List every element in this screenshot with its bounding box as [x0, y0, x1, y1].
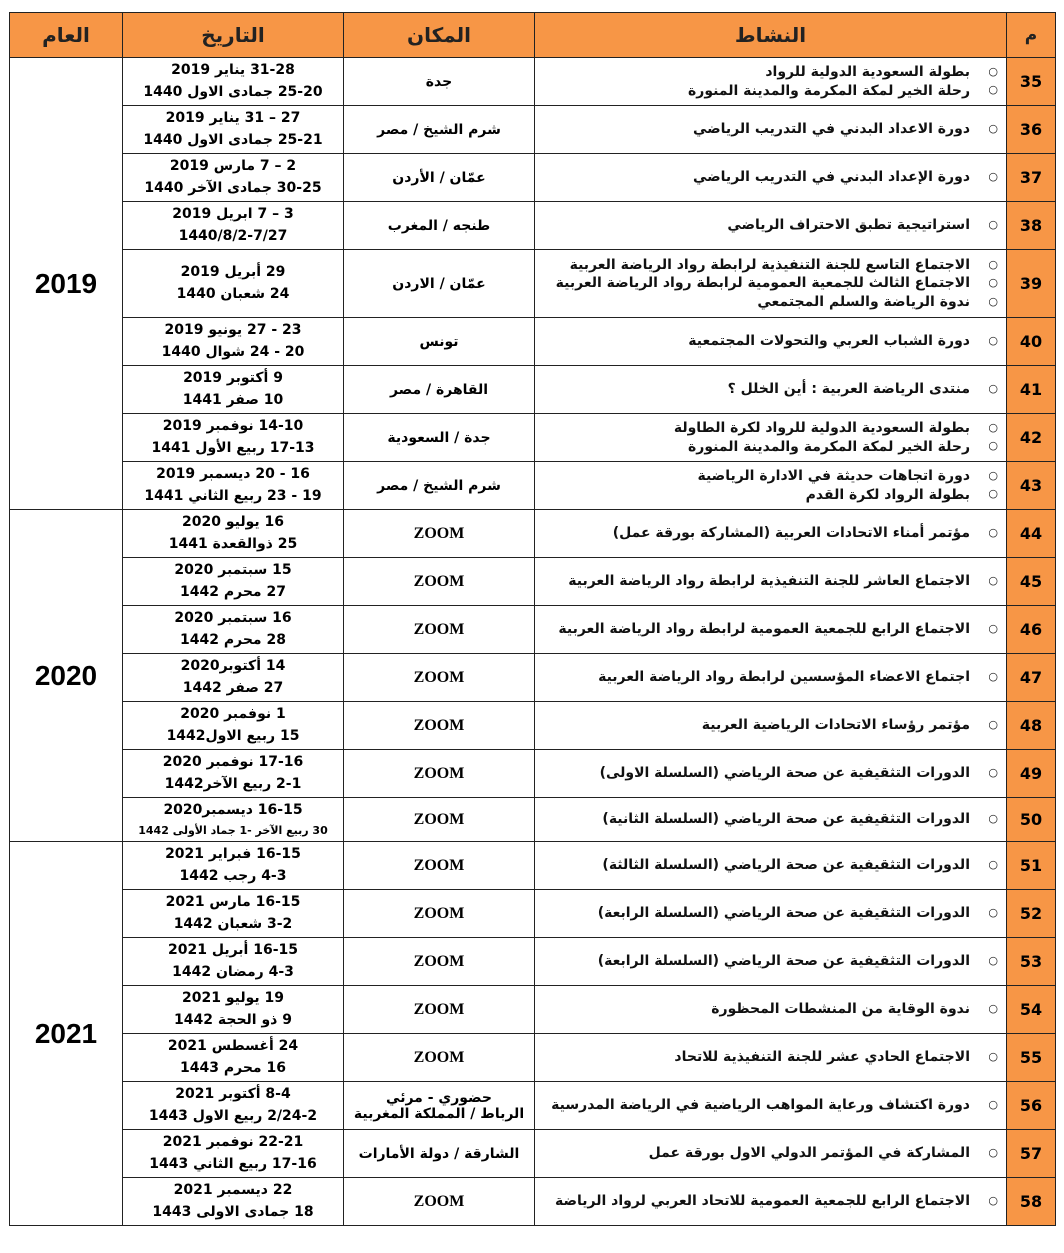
activity-item — [539, 810, 998, 828]
date-line: 14-10 نوفمبر 2019 — [162, 417, 304, 434]
activity-item — [539, 467, 998, 485]
activity-text: دورة الإعداد البدني في التدريب الرياضي — [692, 169, 970, 186]
place-cell: شرم الشيخ / مصر — [344, 106, 535, 154]
activity-text: بطولة السعودية الدولية للرواد — [765, 64, 970, 81]
activity-item — [539, 486, 998, 504]
date-line: 25-20 جمادى الاول 1440 — [143, 83, 323, 100]
activity-item — [539, 668, 998, 686]
date-line: 9 أكتوبر 2019 — [183, 369, 283, 386]
date-cell — [123, 202, 344, 250]
activity-cell — [535, 250, 1007, 318]
activity-text: الدورات التثقيفية عن صحة الرياضي (السلسلة الثالثة) — [602, 857, 970, 874]
activity-item — [539, 572, 998, 590]
activity-item — [539, 856, 998, 874]
date-line: 29 أبريل 2019 — [180, 263, 286, 280]
date-cell — [123, 750, 344, 798]
table-row — [10, 654, 1056, 702]
place-cell: تونس — [344, 318, 535, 366]
activity-text: الاجتماع التاسع للجنة التنفيذية لرابطة رواد الرياضة العربية — [569, 257, 970, 274]
activity-cell — [535, 1034, 1007, 1082]
place-cell: ZOOM — [344, 702, 535, 750]
row-number: 36 — [1007, 106, 1056, 154]
date-cell — [123, 462, 344, 510]
date-cell — [123, 1130, 344, 1178]
bullet-icon: ○ — [988, 858, 998, 872]
row-number: 50 — [1007, 798, 1056, 842]
date-cell — [123, 1082, 344, 1130]
table-row — [10, 1082, 1056, 1130]
activity-cell — [535, 462, 1007, 510]
activity-cell — [535, 510, 1007, 558]
date-line: 16-15 أبريل 2021 — [167, 941, 298, 958]
date-cell — [123, 986, 344, 1034]
place-cell: ZOOM — [344, 654, 535, 702]
date-line: 2 – 7 مارس 2019 — [169, 157, 297, 174]
activity-text: الاجتماع الرابع للجمعية العمومية للاتحاد العربي لرواد الرياضة — [555, 1193, 970, 1210]
date-cell — [123, 842, 344, 890]
bullet-icon: ○ — [988, 487, 998, 501]
table-row — [10, 890, 1056, 938]
date-cell — [123, 558, 344, 606]
bullet-icon: ○ — [988, 1050, 998, 1064]
activity-item — [539, 274, 998, 292]
activities-table — [9, 12, 1056, 1226]
activity-item — [539, 120, 998, 138]
bullet-icon: ○ — [988, 1194, 998, 1208]
activity-item — [539, 1000, 998, 1018]
bullet-icon: ○ — [988, 812, 998, 826]
date-cell — [123, 938, 344, 986]
date-line: 30 ربيع الآخر -1 جماد الأولى 1442 — [138, 823, 328, 837]
activity-text: استراتيجية تطبق الاحتراف الرياضي — [727, 217, 970, 234]
row-number: 38 — [1007, 202, 1056, 250]
year-cell: 2020 — [10, 510, 123, 842]
bullet-icon: ○ — [988, 622, 998, 636]
date-line: 27 – 31 يناير 2019 — [165, 109, 301, 126]
activity-item — [539, 716, 998, 734]
date-line: 27 محرم 1442 — [180, 583, 286, 600]
activity-cell — [535, 654, 1007, 702]
table-row — [10, 1130, 1056, 1178]
activity-item — [539, 438, 998, 456]
date-line: 1 نوفمبر 2020 — [180, 705, 286, 722]
table-row — [10, 106, 1056, 154]
activity-text: الاجتماع الثالث للجمعية العمومية لرابطة رواد الرياضة العربية — [555, 275, 970, 292]
activity-text: دورة الاعداد البدني في التدريب الرياضي — [692, 121, 970, 138]
date-line: 20 - 24 شوال 1440 — [161, 343, 305, 360]
date-line: 2-1 ربيع الآخر1442 — [164, 775, 302, 792]
row-number: 46 — [1007, 606, 1056, 654]
activity-cell — [535, 842, 1007, 890]
activity-text: رحلة الخير لمكة المكرمة والمدينة المنورة — [688, 82, 970, 99]
place-cell: جدة — [344, 58, 535, 106]
row-number: 48 — [1007, 702, 1056, 750]
activity-text: منتدى الرياضة العربية : أين الخلل ؟ — [727, 381, 970, 398]
date-cell — [123, 58, 344, 106]
table-row — [10, 250, 1056, 318]
date-cell — [123, 154, 344, 202]
header-place: المكان — [344, 13, 535, 58]
row-number: 39 — [1007, 250, 1056, 318]
date-line: 23 - 27 يونيو 2019 — [164, 321, 302, 338]
row-number: 42 — [1007, 414, 1056, 462]
activity-text: دورة اتجاهات حديثة في الادارة الرياضية — [697, 468, 970, 485]
activity-cell — [535, 750, 1007, 798]
bullet-icon: ○ — [988, 954, 998, 968]
date-line: 24 أغسطس 2021 — [167, 1037, 299, 1054]
activity-text: الدورات التثقيفية عن صحة الرياضي (السلسلة الرابعة) — [597, 905, 970, 922]
date-cell — [123, 702, 344, 750]
date-line: 28 محرم 1442 — [180, 631, 286, 648]
date-cell — [123, 414, 344, 462]
activity-item — [539, 524, 998, 542]
table-row — [10, 58, 1056, 106]
activity-cell — [535, 106, 1007, 154]
date-line: 3-2 شعبان 1442 — [173, 915, 293, 932]
bullet-icon: ○ — [988, 83, 998, 97]
activity-text: مؤتمر رؤساء الاتحادات الرياضية العربية — [701, 717, 970, 734]
place-cell: ZOOM — [344, 890, 535, 938]
place-cell: ZOOM — [344, 558, 535, 606]
place-cell: ZOOM — [344, 606, 535, 654]
date-line: 24 شعبان 1440 — [176, 285, 290, 302]
date-line: 22 ديسمبر 2021 — [173, 1181, 293, 1198]
bullet-icon: ○ — [988, 1146, 998, 1160]
date-line: 30-25 جمادى الآخر 1440 — [144, 179, 322, 196]
activity-item — [539, 1192, 998, 1210]
place-cell: ZOOM — [344, 798, 535, 842]
bullet-icon: ○ — [988, 1098, 998, 1112]
date-line: 17-16 نوفمبر 2020 — [162, 753, 304, 770]
bullet-icon: ○ — [988, 439, 998, 453]
row-number: 56 — [1007, 1082, 1056, 1130]
activity-text: ندوة الوقاية من المنشطات المحظورة — [711, 1001, 970, 1018]
bullet-icon: ○ — [988, 334, 998, 348]
activity-cell — [535, 986, 1007, 1034]
header-number: م — [1007, 13, 1056, 58]
date-cell — [123, 250, 344, 318]
activity-cell — [535, 1082, 1007, 1130]
date-cell — [123, 318, 344, 366]
date-line: 16 سبتمبر 2020 — [174, 609, 292, 626]
activity-item — [539, 216, 998, 234]
table-row — [10, 798, 1056, 842]
date-line: 4-3 رمضان 1442 — [172, 963, 294, 980]
table-row — [10, 414, 1056, 462]
date-cell — [123, 890, 344, 938]
activity-item — [539, 332, 998, 350]
date-line: 18 جمادى الاولى 1443 — [152, 1203, 314, 1220]
bullet-icon: ○ — [988, 766, 998, 780]
bullet-icon: ○ — [988, 421, 998, 435]
date-line: 14 أكتوبر2020 — [180, 657, 286, 674]
date-line: 22-21 نوفمبر 2021 — [162, 1133, 304, 1150]
table-row — [10, 986, 1056, 1034]
table-body — [10, 58, 1056, 1226]
row-number: 53 — [1007, 938, 1056, 986]
date-line: 8-4 أكتوبر 2021 — [175, 1085, 291, 1102]
place-cell: ZOOM — [344, 750, 535, 798]
table-row — [10, 462, 1056, 510]
date-line: 31-28 يناير 2019 — [171, 61, 295, 78]
activity-item — [539, 952, 998, 970]
activity-cell — [535, 58, 1007, 106]
table-row — [10, 938, 1056, 986]
activity-cell — [535, 702, 1007, 750]
table-row — [10, 750, 1056, 798]
row-number: 52 — [1007, 890, 1056, 938]
activity-text: ندوة الرياضة والسلم المجتمعي — [757, 293, 970, 310]
activity-text: اجتماع الاعضاء المؤسسين لرابطة رواد الرياضة العربية — [598, 669, 970, 686]
activity-text: دورة اكتشاف ورعاية المواهب الرياضية في الرياضة المدرسية — [551, 1097, 970, 1114]
bullet-icon: ○ — [988, 469, 998, 483]
bullet-icon: ○ — [988, 122, 998, 136]
date-line: 25-21 جمادى الاول 1440 — [143, 131, 323, 148]
year-cell: 2019 — [10, 58, 123, 510]
row-number: 55 — [1007, 1034, 1056, 1082]
activity-item — [539, 1144, 998, 1162]
activity-item — [539, 419, 998, 437]
date-cell — [123, 606, 344, 654]
date-line: 15 ربيع الاول1442 — [166, 727, 300, 744]
date-line: 15 سبتمبر 2020 — [174, 561, 292, 578]
place-cell: عمّان / الاردن — [344, 250, 535, 318]
date-line: 16-15 مارس 2021 — [165, 893, 301, 910]
table-row — [10, 366, 1056, 414]
table-row — [10, 842, 1056, 890]
activity-text: الاجتماع العاشر للجنة التنفيذية لرابطة رواد الرياضة العربية — [568, 573, 970, 590]
table-row — [10, 154, 1056, 202]
row-number: 43 — [1007, 462, 1056, 510]
activity-text: الاجتماع الحادي عشر للجنة التنفيذية للاتحاد — [674, 1049, 970, 1066]
activity-cell — [535, 202, 1007, 250]
place-cell: القاهرة / مصر — [344, 366, 535, 414]
activity-text: رحلة الخير لمكة المكرمة والمدينة المنورة — [688, 438, 970, 455]
place-cell: جدة / السعودية — [344, 414, 535, 462]
row-number: 51 — [1007, 842, 1056, 890]
activity-item — [539, 904, 998, 922]
date-line: 2/24-2 ربيع الاول 1443 — [148, 1107, 318, 1124]
date-cell — [123, 654, 344, 702]
activity-item — [539, 293, 998, 311]
year-cell: 2021 — [10, 842, 123, 1226]
table-row — [10, 510, 1056, 558]
date-line: 17-16 ربيع الثاني 1443 — [149, 1155, 317, 1172]
row-number: 47 — [1007, 654, 1056, 702]
activity-item — [539, 256, 998, 274]
date-cell — [123, 106, 344, 154]
activity-item — [539, 380, 998, 398]
activity-item — [539, 1096, 998, 1114]
date-line: 16-15 ديسمبر2020 — [163, 802, 303, 819]
table-row — [10, 702, 1056, 750]
table-row — [10, 558, 1056, 606]
activity-item — [539, 764, 998, 782]
bullet-icon: ○ — [988, 218, 998, 232]
date-line: 16 - 20 ديسمبر 2019 — [156, 465, 310, 482]
row-number: 37 — [1007, 154, 1056, 202]
activity-cell — [535, 558, 1007, 606]
row-number: 49 — [1007, 750, 1056, 798]
row-number: 44 — [1007, 510, 1056, 558]
table-row — [10, 1178, 1056, 1226]
date-line: 1440/8/2-7/27 — [178, 227, 288, 244]
date-line: 27 صفر 1442 — [182, 679, 284, 696]
date-line: 3 – 7 ابريل 2019 — [172, 205, 294, 222]
place-cell: الشارقة / دولة الأمارات — [344, 1130, 535, 1178]
place-cell: ZOOM — [344, 1178, 535, 1226]
bullet-icon: ○ — [988, 65, 998, 79]
activity-text: بطولة الرواد لكرة القدم — [805, 486, 970, 503]
activity-cell — [535, 938, 1007, 986]
date-line: 25 ذوالقعدة 1441 — [168, 535, 298, 552]
date-line: 16 محرم 1443 — [180, 1059, 286, 1076]
place-cell: ZOOM — [344, 1034, 535, 1082]
row-number: 41 — [1007, 366, 1056, 414]
table-row — [10, 1034, 1056, 1082]
header-activity: النشاط — [535, 13, 1007, 58]
date-cell — [123, 1034, 344, 1082]
header-year: العام — [10, 13, 123, 58]
activity-text: الدورات التثقيفية عن صحة الرياضي (السلسلة الرابعة) — [597, 953, 970, 970]
activity-text: دورة الشباب العربي والتحولات المجتمعية — [688, 333, 970, 350]
activity-item — [539, 168, 998, 186]
row-number: 54 — [1007, 986, 1056, 1034]
activity-text: الاجتماع الرابع للجمعية العمومية لرابطة رواد الرياضة العربية — [558, 621, 970, 638]
place-cell: ZOOM — [344, 986, 535, 1034]
activity-text: بطولة السعودية الدولية للرواد لكرة الطاولة — [673, 420, 970, 437]
bullet-icon: ○ — [988, 670, 998, 684]
table-row — [10, 606, 1056, 654]
date-cell — [123, 366, 344, 414]
table-row — [10, 318, 1056, 366]
place-cell: شرم الشيخ / مصر — [344, 462, 535, 510]
bullet-icon: ○ — [988, 906, 998, 920]
date-cell — [123, 1178, 344, 1226]
activity-cell — [535, 1178, 1007, 1226]
activity-cell — [535, 890, 1007, 938]
bullet-icon: ○ — [988, 1002, 998, 1016]
bullet-icon: ○ — [988, 574, 998, 588]
row-number: 35 — [1007, 58, 1056, 106]
place-cell: ZOOM — [344, 842, 535, 890]
activity-cell — [535, 366, 1007, 414]
table-row — [10, 202, 1056, 250]
activity-item — [539, 63, 998, 81]
date-line: 4-3 رجب 1442 — [179, 867, 287, 884]
activity-item — [539, 1048, 998, 1066]
activity-cell — [535, 414, 1007, 462]
place-cell: طنجه / المغرب — [344, 202, 535, 250]
date-line: 9 ذو الحجة 1442 — [174, 1011, 292, 1028]
date-line: 19 - 23 ربيع الثاني 1441 — [144, 487, 322, 504]
activity-text: الدورات التثقيفية عن صحة الرياضي (السلسلة الاولى) — [599, 765, 970, 782]
date-line: 16-15 فبراير 2021 — [165, 845, 301, 862]
place-cell: ZOOM — [344, 938, 535, 986]
bullet-icon: ○ — [988, 526, 998, 540]
activity-cell — [535, 318, 1007, 366]
date-line: 17-13 ربيع الأول 1441 — [151, 439, 315, 456]
bullet-icon: ○ — [988, 718, 998, 732]
date-line: 16 يوليو 2020 — [182, 513, 284, 530]
date-line: 10 صفر 1441 — [182, 391, 284, 408]
date-line: 19 يوليو 2021 — [182, 989, 284, 1006]
date-cell — [123, 510, 344, 558]
row-number: 58 — [1007, 1178, 1056, 1226]
place-cell: ZOOM — [344, 510, 535, 558]
activity-item — [539, 82, 998, 100]
bullet-icon: ○ — [988, 276, 998, 290]
activity-text: الدورات التثقيفية عن صحة الرياضي (السلسلة الثانية) — [602, 811, 970, 828]
place-cell: عمّان / الأردن — [344, 154, 535, 202]
row-number: 45 — [1007, 558, 1056, 606]
activity-cell — [535, 606, 1007, 654]
date-cell — [123, 798, 344, 842]
bullet-icon: ○ — [988, 170, 998, 184]
header-row — [10, 13, 1056, 58]
header-date: التاريخ — [123, 13, 344, 58]
activity-item — [539, 620, 998, 638]
activity-text: مؤتمر أمناء الاتحادات العربية (المشاركة بورقة عمل) — [612, 525, 970, 542]
activity-cell — [535, 1130, 1007, 1178]
activity-cell — [535, 798, 1007, 842]
activity-text: المشاركة في المؤتمر الدولي الاول بورقة عمل — [648, 1145, 970, 1162]
bullet-icon: ○ — [988, 294, 998, 308]
row-number: 57 — [1007, 1130, 1056, 1178]
row-number: 40 — [1007, 318, 1056, 366]
activity-cell — [535, 154, 1007, 202]
place-cell: حضوري - مرئي الرباط / المملكة المغربية — [344, 1082, 535, 1130]
bullet-icon: ○ — [988, 258, 998, 272]
bullet-icon: ○ — [988, 382, 998, 396]
